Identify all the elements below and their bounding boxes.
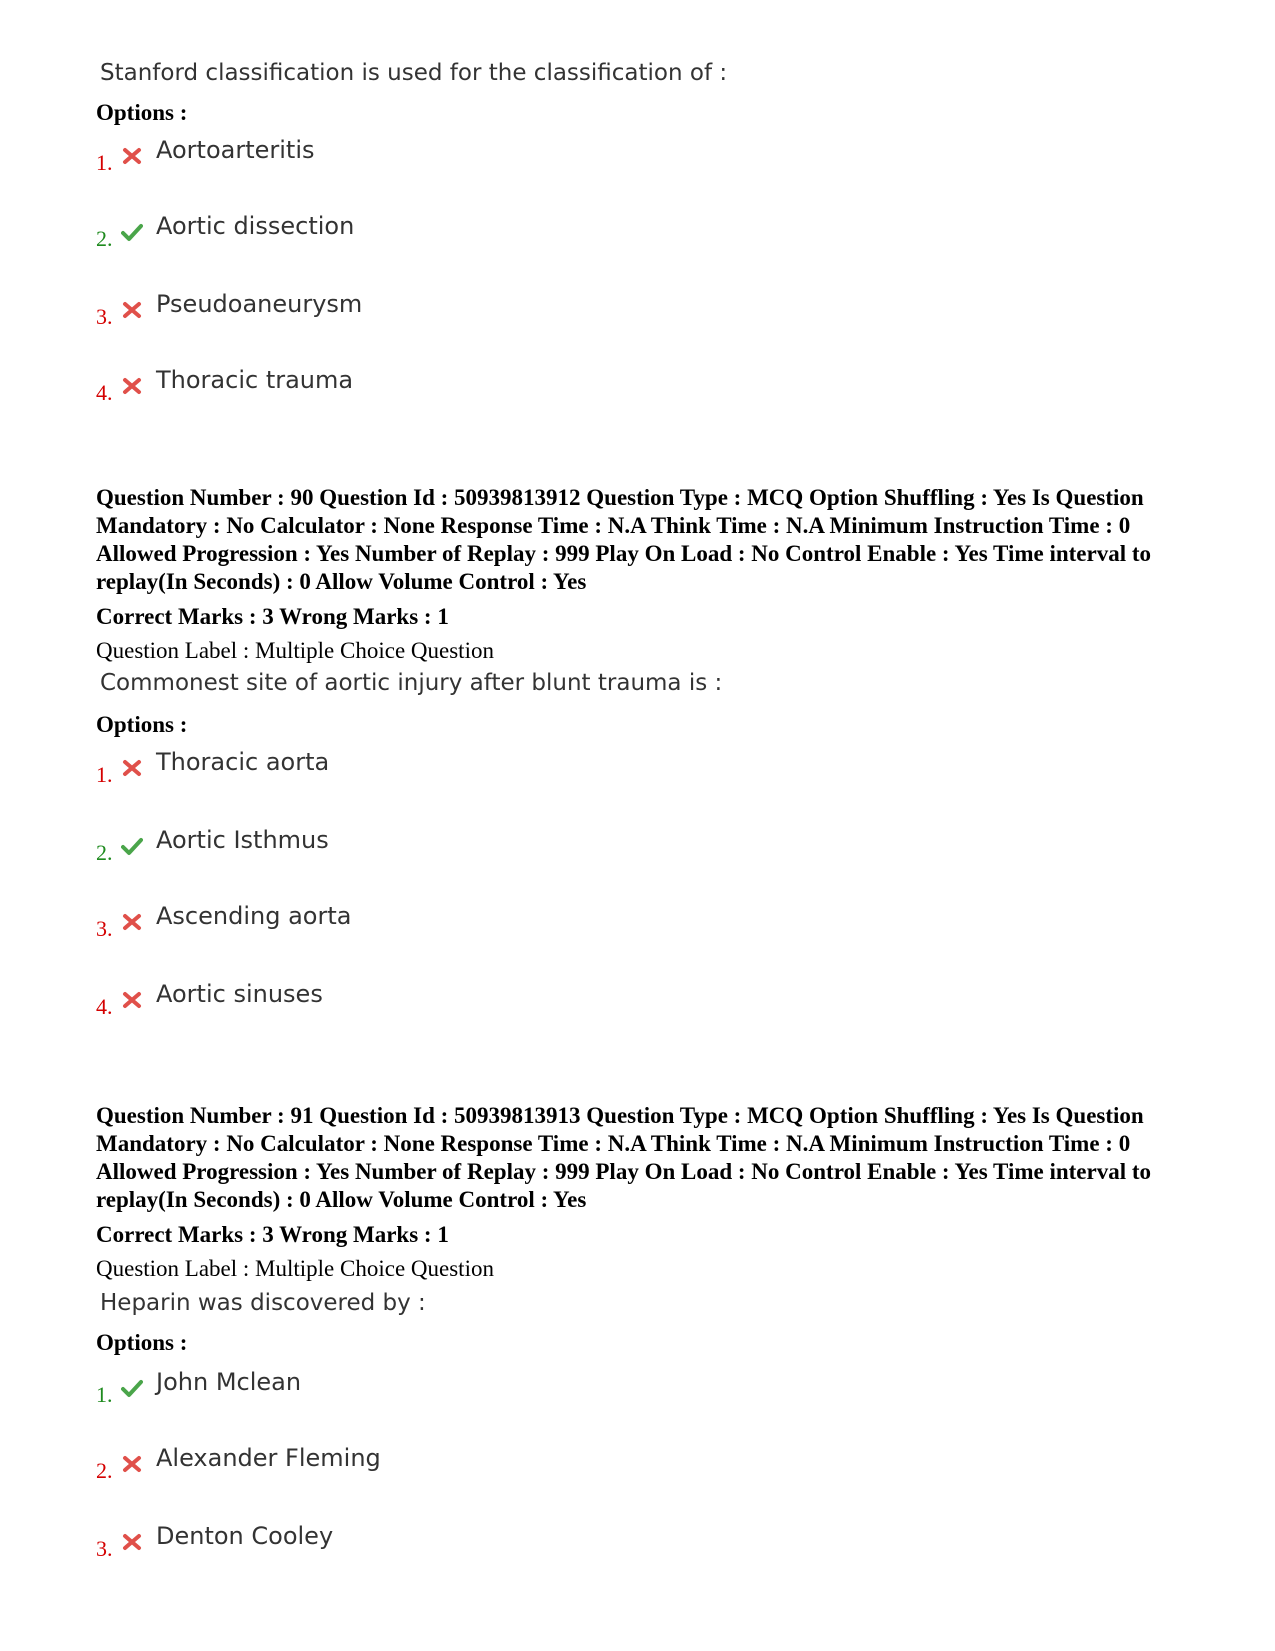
- check-icon: [121, 1378, 143, 1398]
- option-number: 2.: [96, 1458, 113, 1483]
- option-number: 1.: [96, 1382, 113, 1407]
- option-number: 1.: [96, 762, 113, 787]
- cross-icon: [121, 300, 143, 320]
- option-text: Ascending aorta: [156, 902, 352, 930]
- cross-icon: [121, 990, 143, 1010]
- question-text: Stanford classification is used for the classification of :: [100, 60, 728, 86]
- option-text: Aortoarteritis: [156, 136, 315, 164]
- cross-icon: [121, 1532, 143, 1552]
- option-text: Thoracic aorta: [156, 748, 330, 776]
- cross-icon: [121, 758, 143, 778]
- option-number: 1.: [96, 150, 113, 175]
- options-label: Options :: [96, 100, 188, 125]
- option-text: Alexander Fleming: [156, 1444, 381, 1472]
- option-item: [96, 136, 696, 176]
- option-item: [96, 748, 696, 788]
- option-number: 4.: [96, 380, 113, 405]
- option-item: [96, 1522, 696, 1562]
- question-label: Question Label : Multiple Choice Question: [96, 638, 494, 663]
- marks-info: Correct Marks : 3 Wrong Marks : 1: [96, 604, 449, 629]
- option-text: Aortic dissection: [156, 212, 355, 240]
- option-item: [96, 902, 696, 942]
- cross-icon: [121, 912, 143, 932]
- option-text: Aortic sinuses: [156, 980, 323, 1008]
- option-number: 2.: [96, 226, 113, 251]
- option-number: 3.: [96, 916, 113, 941]
- option-text: Aortic Isthmus: [156, 826, 329, 854]
- question-text: Heparin was discovered by :: [100, 1290, 426, 1316]
- option-number: 4.: [96, 994, 113, 1019]
- check-icon: [121, 222, 143, 242]
- question-text: Commonest site of aortic injury after blunt trauma is :: [100, 670, 723, 696]
- cross-icon: [121, 376, 143, 396]
- option-item: [96, 1368, 696, 1408]
- option-item: [96, 212, 696, 252]
- option-item: [96, 980, 696, 1020]
- question-label: Question Label : Multiple Choice Question: [96, 1256, 494, 1281]
- option-number: 3.: [96, 304, 113, 329]
- option-text: Denton Cooley: [156, 1522, 334, 1550]
- option-number: 3.: [96, 1536, 113, 1561]
- option-number: 2.: [96, 840, 113, 865]
- option-item: [96, 290, 696, 330]
- option-item: [96, 1444, 696, 1484]
- option-item: [96, 366, 696, 406]
- option-text: Thoracic trauma: [156, 366, 354, 394]
- option-item: [96, 826, 696, 866]
- options-label: Options :: [96, 1330, 188, 1355]
- cross-icon: [121, 146, 143, 166]
- option-text: Pseudoaneurysm: [156, 290, 363, 318]
- options-label: Options :: [96, 712, 188, 737]
- question-meta: Question Number : 90 Question Id : 50939813912 Question Type : MCQ Option Shuffling : Yes Is Question Mandatory : No Calculator : None Response Time : N.A Think Time : N.A Minimum Instruction Time : 0 Allowed Progression : Yes Number of Replay : 999 Play On Load : No Control Enable : Yes Time interval to replay(In Seconds) : 0 Allow Volume Control : Yes: [96, 485, 1152, 594]
- check-icon: [121, 836, 143, 856]
- marks-info: Correct Marks : 3 Wrong Marks : 1: [96, 1222, 449, 1247]
- question-meta: Question Number : 91 Question Id : 50939813913 Question Type : MCQ Option Shuffling : Yes Is Question Mandatory : No Calculator : None Response Time : N.A Think Time : N.A Minimum Instruction Time : 0 Allowed Progression : Yes Number of Replay : 999 Play On Load : No Control Enable : Yes Time interval to replay(In Seconds) : 0 Allow Volume Control : Yes: [96, 1103, 1152, 1212]
- cross-icon: [121, 1454, 143, 1474]
- option-text: John Mclean: [156, 1368, 302, 1396]
